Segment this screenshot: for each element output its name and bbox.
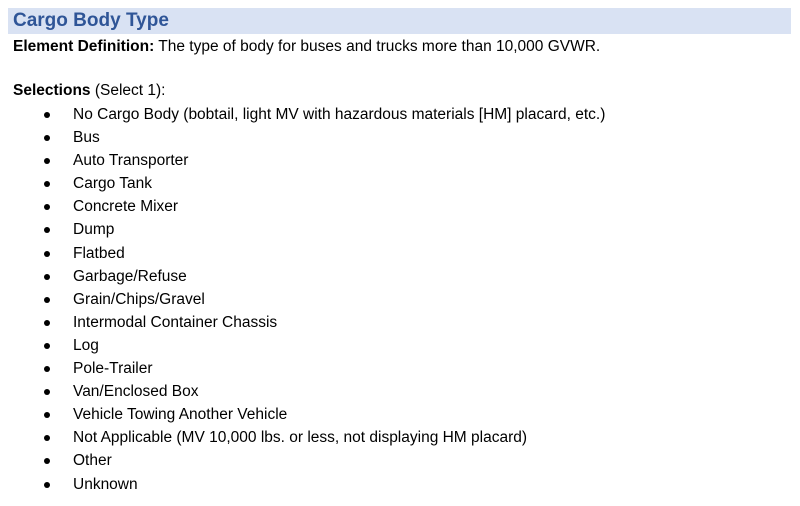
bullet-icon (44, 389, 50, 395)
bullet-icon (44, 181, 50, 187)
option-label: Dump (73, 221, 115, 239)
bullet-icon (44, 435, 50, 441)
bullet-icon (44, 366, 50, 372)
bullet-icon (44, 204, 50, 210)
option-label: Vehicle Towing Another Vehicle (73, 406, 288, 424)
option-label: Concrete Mixer (73, 198, 179, 216)
selections-heading (13, 80, 165, 102)
option-label: Log (73, 336, 99, 354)
option-label: Not Applicable (MV 10,000 lbs. or less, not displaying HM placard) (73, 429, 528, 447)
bullet-icon (44, 458, 50, 464)
selections-instruction: (Select 1): (90, 82, 166, 99)
bullet-icon (44, 227, 50, 233)
option-label: Cargo Tank (73, 175, 152, 193)
option-label: Flatbed (73, 244, 125, 262)
bullet-icon (44, 412, 50, 418)
bullet-icon (44, 112, 50, 118)
bullet-icon (44, 251, 50, 257)
bullet-icon (44, 320, 50, 326)
option-label: Garbage/Refuse (73, 267, 187, 285)
title-bar (8, 8, 791, 34)
option-label: Van/Enclosed Box (73, 383, 199, 401)
option-label: No Cargo Body (bobtail, light MV with hazardous materials [HM] placard, etc.) (73, 106, 606, 123)
bullet-icon (44, 158, 50, 164)
bullet-icon (44, 482, 50, 488)
option-label: Other (73, 452, 112, 470)
definition-label: Element Definition: (13, 38, 155, 55)
option-label: Auto Transporter (73, 152, 189, 170)
bullet-icon (44, 274, 50, 280)
bullet-icon (44, 297, 50, 303)
bullet-icon (44, 135, 50, 141)
element-definition (13, 36, 600, 58)
option-label: Bus (73, 129, 100, 147)
option-label: Unknown (73, 475, 138, 493)
option-label: Intermodal Container Chassis (73, 313, 278, 331)
bullet-icon (44, 343, 50, 349)
selections-label: Selections (13, 82, 91, 99)
option-label: Pole-Trailer (73, 360, 153, 378)
definition-text: The type of body for buses and trucks more than 10,000 GVWR. (154, 38, 601, 55)
option-label: Grain/Chips/Gravel (73, 290, 205, 308)
page-title: Cargo Body Type (13, 10, 169, 31)
